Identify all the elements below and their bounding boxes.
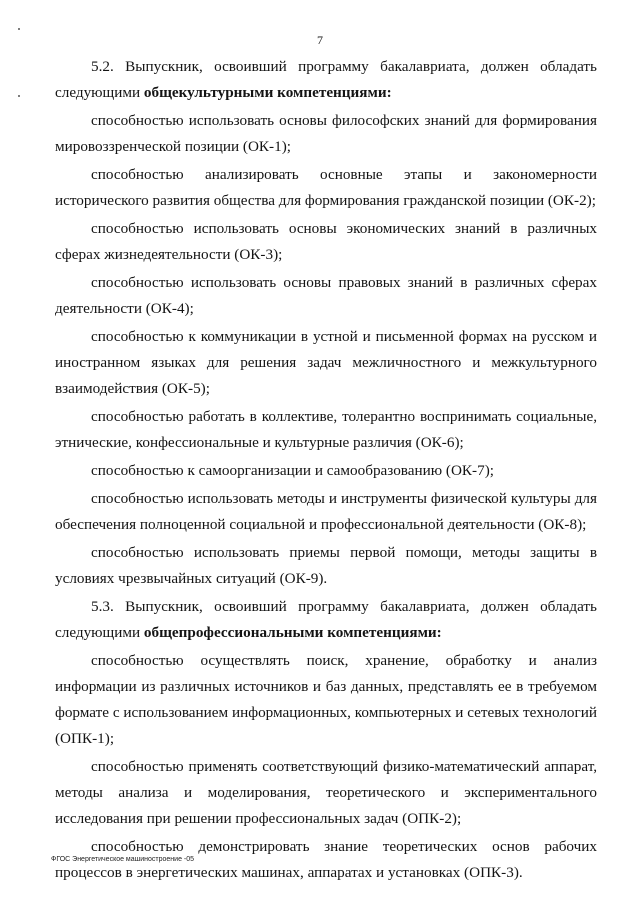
- competency-opk-3: способностью демонстрировать знание теоретических основ рабочих процессов в энергетических машинах, аппаратах и установках (ОПК-3).: [55, 838, 597, 881]
- competency-ok-4: способностью использовать основы правовых знаний в различных сферах деятельности (ОК-4);: [55, 274, 597, 317]
- competency-ok-9: способностью использовать приемы первой помощи, методы защиты в условиях чрезвычайных ситуаций (ОК-9).: [55, 544, 597, 587]
- competency-ok-1: способностью использовать основы философских знаний для формирования мировоззренческой позиции (ОК-1);: [55, 112, 597, 155]
- document-footer: ФГОС Энергетическое машиностроение -05: [51, 856, 195, 863]
- competency-opk-1: способностью осуществлять поиск, хранение, обработку и анализ информации из различных источников и баз данных, представлять ее в требуемом формате с использованием информационных, компьютерных и сетевых технологий (ОПК-1);: [55, 652, 597, 747]
- general-professional-competencies-heading: общепрофессиональными компетенциями:: [143, 624, 442, 641]
- general-cultural-competencies-heading: общекультурными компетенциями:: [143, 84, 392, 101]
- section-5-2-heading-prefix: следующими: [55, 84, 144, 101]
- document-body: [55, 52, 597, 886]
- competency-ok-5: способностью к коммуникации в устной и письменной формах на русском и иностранном языках для решения задач межличностного и межкультурного взаимодействия (ОК-5);: [55, 328, 597, 397]
- competency-opk-2: способностью применять соответствующий физико-математический аппарат, методы анализа и моделирования, теоретического и экспериментального исследования при решении профессиональных задач (ОПК-2);: [55, 758, 597, 827]
- section-5-2-intro: 5.2. Выпускник, освоивший программу бакалавриата, должен обладать: [91, 58, 597, 75]
- page-number: 7: [317, 33, 323, 47]
- competency-ok-8: способностью использовать методы и инструменты физической культуры для обеспечения полноценной социальной и профессиональной деятельности (ОК-8);: [55, 490, 597, 533]
- section-5-3-intro: 5.3. Выпускник, освоивший программу бакалавриата, должен обладать: [91, 598, 597, 615]
- scan-speck: [18, 95, 20, 97]
- competency-ok-7: способностью к самоорганизации и самообразованию (ОК-7);: [91, 462, 494, 479]
- section-5-2-heading: [55, 80, 597, 106]
- section-5-3-heading-prefix: следующими: [55, 624, 144, 641]
- competency-ok-6: способностью работать в коллективе, толерантно воспринимать социальные, этнические, конфессиональные и культурные различия (ОК-6);: [55, 408, 597, 451]
- competency-ok-2: способностью анализировать основные этапы и закономерности исторического развития общества для формирования гражданской позиции (ОК-2);: [55, 166, 597, 209]
- scan-speck: [18, 28, 20, 30]
- section-5-3-heading: [55, 620, 597, 646]
- competency-ok-3: способностью использовать основы экономических знаний в различных сферах жизнедеятельности (ОК-3);: [55, 220, 597, 263]
